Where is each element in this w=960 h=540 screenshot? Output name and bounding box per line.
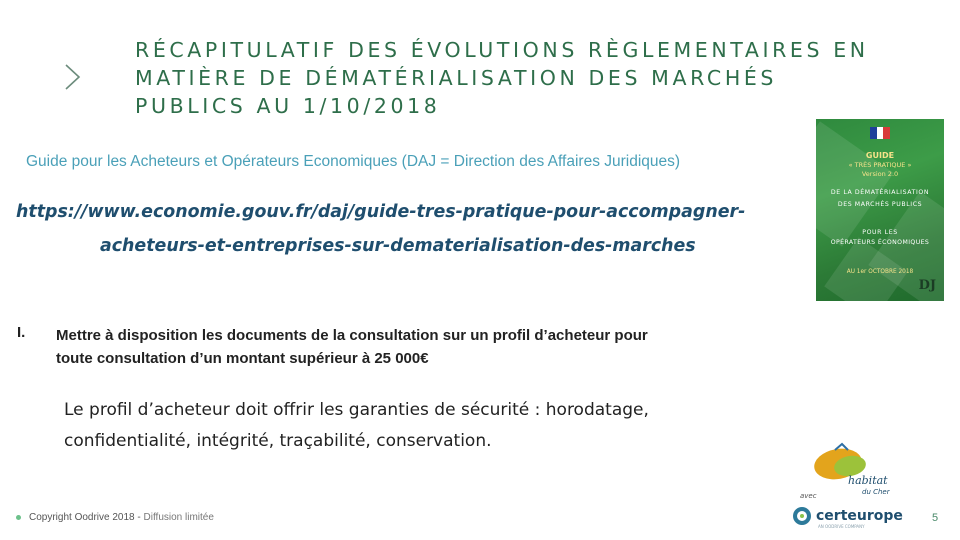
certeurope-logo: [790, 501, 920, 531]
guide-description: Guide pour les Acheteurs et Opérateurs Economiques (DAJ = Direction des Affaires Juridiques): [26, 153, 681, 170]
page-number: 5: [932, 512, 939, 524]
habitat-du-cher: du Cher: [862, 488, 890, 496]
slide-title-line: RÉCAPITULATIF DES ÉVOLUTIONS RÈGLEMENTAIRES EN: [135, 38, 869, 62]
guide-cover-image: [816, 119, 944, 301]
slide-title: [135, 36, 895, 120]
point-text: [56, 324, 776, 370]
republique-francaise-logo: [870, 127, 890, 139]
habitat-avec: avec: [800, 492, 817, 500]
slide-title-line: PUBLICS AU 1/10/2018: [135, 94, 441, 118]
guide-link-line[interactable]: https://www.economie.gouv.fr/daj/guide-tres-pratique-pour-accompagner-: [16, 202, 746, 222]
guide-link[interactable]: [0, 195, 800, 263]
bullet-dot-icon: [16, 515, 21, 520]
cover-tres-pratique: « TRÈS PRATIQUE »: [848, 161, 912, 169]
chevron-right-icon: [62, 62, 84, 92]
point-text-line: toute consultation d’un montant supérieur à 25 000€: [56, 350, 429, 367]
profil-line: Le profil d’acheteur doit offrir les garanties de sécurité : horodatage,: [64, 400, 649, 420]
cover-line: POUR LES: [862, 229, 898, 236]
point-text-line: Mettre à disposition les documents de la consultation sur un profil d’acheteur pour: [56, 327, 648, 344]
cover-line: DE LA DÉMATÉRIALISATION: [830, 189, 930, 196]
footer-copyright: Copyright Oodrive 2018 -: [29, 512, 144, 523]
footer-diffusion: Diffusion limitée: [143, 512, 214, 523]
footer: [16, 512, 214, 523]
slide-title-line: MATIÈRE DE DÉMATÉRIALISATION DES MARCHÉS: [135, 66, 777, 90]
cover-version: Version 2.0: [861, 170, 899, 178]
profil-requirements: [64, 395, 784, 457]
cover-guide: GUIDE: [865, 151, 895, 160]
habitat-name: habitat: [848, 474, 888, 487]
cover-line: DES MARCHÉS PUBLICS: [837, 201, 923, 208]
point-number: I.: [17, 324, 26, 341]
cover-date: AU 1er OCTOBRE 2018: [846, 269, 914, 275]
cover-line: OPÉRATEURS ÉCONOMIQUES: [830, 239, 930, 246]
guide-link-line[interactable]: acheteurs-et-entreprises-sur-dematerialisation-des-marches: [100, 236, 696, 256]
certeurope-name: certeurope: [816, 508, 903, 524]
certeurope-tagline: AN OODRIVE COMPANY: [818, 524, 865, 529]
habitat-du-cher-logo: [800, 440, 900, 500]
daj-logo: DJ: [918, 278, 936, 293]
profil-line: confidentialité, intégrité, traçabilité, conservation.: [64, 431, 492, 451]
